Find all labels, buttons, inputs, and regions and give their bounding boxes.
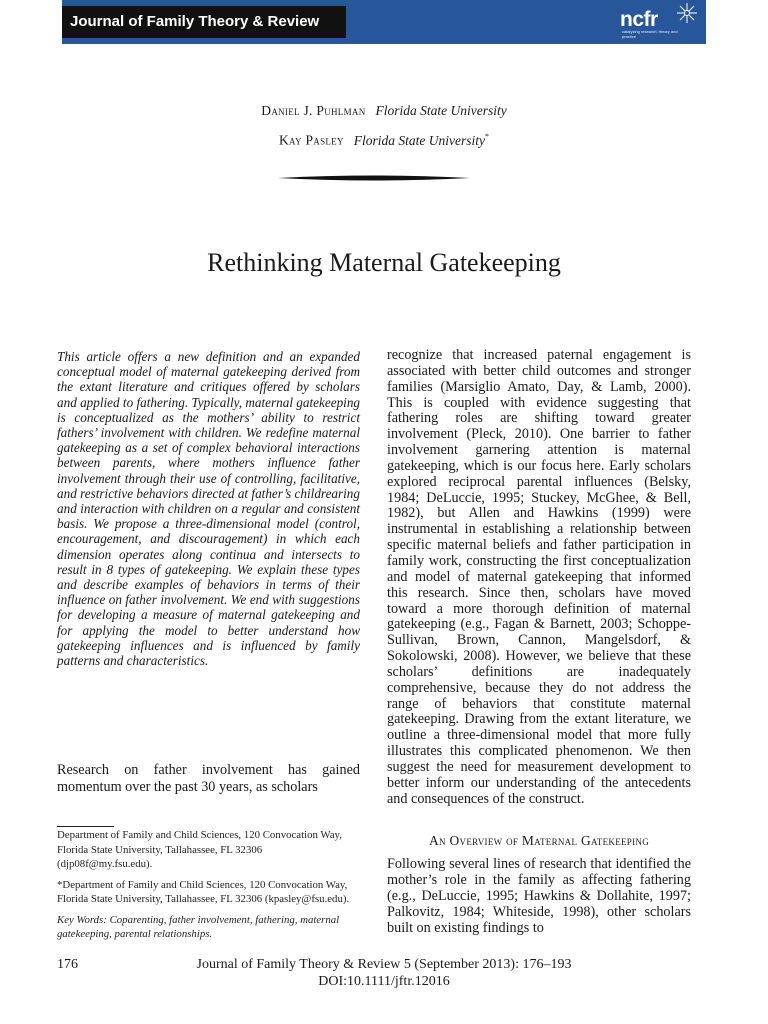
abstract: This article offers a new definition and an expanded conceptual model of maternal gatekeeping derived from the extant literature and critiques offered by scholars and applied to fathering. Typically, maternal gatekeeping is conceptualized as the mothers’ ability to restrict fathers’ involvement with children. We redefine maternal gatekeeping as a set of complex behavioral interactions between parents, where mothers influence father involvement through their use of controlling, facilitative, and restrictive behaviors directed at father’s childrearing and interaction with children on a regular and consistent basis. We propose a three-dimensional model (control, encouragement, and discouragement) in which each dimension operates along continua and intersects to result in 8 types of gatekeeping. We explain these types and describe examples of behaviors in terms of their influence on father involvement. We end with suggestions for developing a measure of maternal gatekeeping and for applying the model to better understand how gatekeeping influences and is influenced by family patterns and characteristics. — [57, 349, 361, 669]
body-text-left: Research on father involvement has gained momentum over the past 30 years, as scholars — [57, 762, 360, 795]
article-title: Rethinking Maternal Gatekeeping — [207, 248, 561, 277]
publisher-logo-text: ncfr — [620, 8, 658, 31]
journal-citation: Journal of Family Theory & Review 5 (September 2013): 176–193 — [196, 957, 572, 972]
author-line-1 — [0, 103, 768, 119]
author-affiliation: Florida State University — [353, 132, 486, 148]
body-text-right — [387, 348, 691, 937]
footnote-divider — [57, 826, 114, 827]
publisher-tagline: catalyzing research, theory and practice — [622, 29, 678, 39]
body-paragraph: recognize that increased paternal engagement is associated with better child outcomes and stronger families (Marsiglio Amato, Day, & Lamb, 2000). This is coupled with evidence suggesting that fathering roles are shifting toward greater involvement (Pleck, 2010). One barrier to father involvement garnering attention is maternal gatekeeping, which is our focus here. Early scholars explored reciprocal parental influences (Belsky, 1984; DeLuccie, 1995; Stuckey, McGhee, & Bell, 1982), but Allen and Hawkins (1999) were instrumental in establishing a relationship between specific maternal beliefs and father participation in family work, constructing the first conceptualization and model of maternal gatekeeping that informed this research. Since then, scholars have moved toward a more thorough definition of maternal gatekeeping (e.g., Fagan & Barnett, 2003; Schoppe-Sullivan, Brown, Cannon, Mangelsdorf, & Sokolowski, 2008). However, we believe that these scholars’ definitions are inadequately comprehensive, because they do not address the range of behaviors that constitute maternal gatekeeping. Drawing from the extant literature, we outline a three-dimensional model that more fully illustrates this complicated phenomenon. We then suggest the need for measurement development to better inform our understanding of the antecedents and consequences of the construct. — [387, 347, 691, 807]
author-name: Daniel J. Puhlman — [261, 103, 366, 118]
page-number: 176 — [57, 957, 78, 972]
journal-name: Journal of Family Theory & Review — [62, 6, 346, 38]
keywords: Key Words: Coparenting, father involvement, fathering, maternal gatekeeping, parental relationships. — [57, 913, 340, 940]
author-line-2 — [0, 132, 768, 149]
body-paragraph: Following several lines of research that identified the mother’s role in the family as affecting fathering (e.g., DeLuccie, 1995; Hawkins & Dollahite, 1997; Palkovitz, 1984; Whiteside, 1998), other scholars built on existing findings to — [387, 856, 691, 936]
title-ornament-rule — [278, 172, 470, 184]
starburst-icon — [676, 2, 698, 24]
footnote-author-2: *Department of Family and Child Sciences, 120 Convocation Way, Florida State University, Tallahassee, FL 32306 (kpasley@fsu.edu). — [57, 878, 350, 905]
doi: DOI:10.1111/jftr.12016 — [318, 974, 450, 989]
section-heading: An Overview of Maternal Gatekeeping — [428, 833, 649, 849]
footnote-author-1: Department of Family and Child Sciences, 120 Convocation Way, Florida State University, Tallahassee, FL 32306 (djp08f@my.fsu.edu). — [57, 829, 342, 870]
author-affiliation: Florida State University — [375, 103, 507, 118]
footnotes — [57, 828, 360, 948]
journal-header-bar — [62, 0, 706, 44]
publisher-logo — [608, 2, 698, 44]
author-name: Kay Pasley — [278, 132, 344, 148]
author-footnote-mark: * — [485, 132, 490, 141]
